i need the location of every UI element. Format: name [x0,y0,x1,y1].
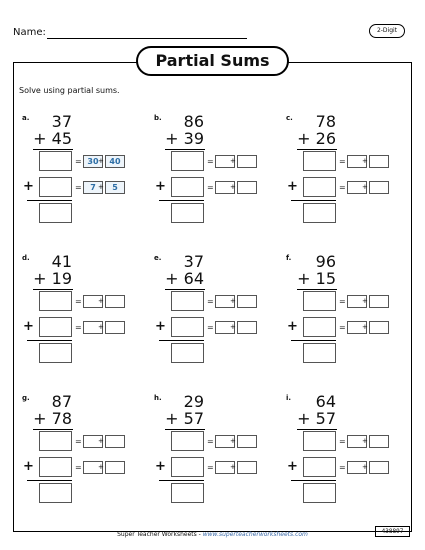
total-box[interactable] [303,483,336,503]
addend-top: 87 [51,392,72,411]
problem-label: i. [286,394,292,402]
instructions: Solve using partial sums. [19,86,120,95]
addend-bottom: + 15 [297,269,336,288]
name-line[interactable] [47,38,247,39]
total-rule [291,200,336,201]
tens-sum-box[interactable] [171,151,204,171]
total-rule [27,340,72,341]
addend-bottom: + 57 [297,409,336,428]
addend-bottom: + 26 [297,129,336,148]
footer-site-name: Super Teacher Worksheets - [117,531,203,538]
problem-label: f. [286,254,292,262]
equals-sign: = [339,323,346,332]
tens-partial-box[interactable]: 30 [83,155,103,168]
ones-sum-box[interactable] [39,177,72,197]
sum-rule [165,429,205,430]
tens-partial-box[interactable] [237,155,257,168]
ones-sum-box[interactable] [303,317,336,337]
addend-bottom: + 57 [165,409,204,428]
sum-rule [33,149,73,150]
equals-sign: = [207,297,214,306]
total-rule [27,480,72,481]
ones-sum-box[interactable] [39,457,72,477]
sum-rule [33,289,73,290]
plus-sign: + [23,319,34,334]
footer [0,531,425,538]
plus-sign: + [287,179,298,194]
problem-8 [154,394,274,514]
problem-label: a. [22,114,30,122]
plus-sign: + [287,459,298,474]
problem-4 [22,254,142,374]
tens-partial-box[interactable] [369,295,389,308]
problem-2 [154,114,274,234]
equals-sign: = [75,463,82,472]
total-box[interactable] [171,343,204,363]
plus-sign: + [155,319,166,334]
footer-url[interactable]: www.superteacherworksheets.com [202,531,308,538]
sum-rule [297,149,337,150]
plus-sign: + [155,459,166,474]
ones-sum-box[interactable] [303,177,336,197]
plus-sign: + [287,319,298,334]
plus-sign: + [98,437,104,445]
plus-sign: + [23,179,34,194]
problem-6 [286,254,406,374]
ones-sum-box[interactable] [171,177,204,197]
plus-sign: + [362,297,368,305]
addend-bottom: + 39 [165,129,204,148]
addend-top: 86 [183,112,204,131]
equals-sign: = [339,183,346,192]
ones-partial-box[interactable]: 7 [83,181,103,194]
addend-top: 96 [315,252,336,271]
problem-9 [286,394,406,514]
plus-sign: + [230,157,236,165]
tens-sum-box[interactable] [303,151,336,171]
equals-sign: = [339,297,346,306]
plus-sign: + [362,323,368,331]
tens-sum-box[interactable] [39,291,72,311]
addend-top: 29 [183,392,204,411]
addend-bottom: + 45 [33,129,72,148]
problem-3 [286,114,406,234]
problem-label: e. [154,254,162,262]
plus-sign: + [362,157,368,165]
equals-sign: = [339,463,346,472]
worksheet-code: 438897 [375,526,410,537]
plus-sign: + [155,179,166,194]
equals-sign: = [339,157,346,166]
ones-partial-box[interactable] [237,321,257,334]
ones-partial-box[interactable] [105,461,125,474]
total-box[interactable] [171,483,204,503]
problem-label: b. [154,114,162,122]
sum-rule [297,429,337,430]
problem-7 [22,394,142,514]
sum-rule [165,149,205,150]
addend-top: 41 [51,252,72,271]
total-box[interactable] [303,343,336,363]
tens-partial-box[interactable] [369,155,389,168]
sum-rule [297,289,337,290]
sum-rule [33,429,73,430]
level-badge: 2-Digit [369,24,405,38]
total-rule [291,480,336,481]
equals-sign: = [207,323,214,332]
ones-partial-box[interactable] [237,181,257,194]
problem-label: d. [22,254,30,262]
ones-sum-box[interactable] [39,317,72,337]
plus-sign: + [98,297,104,305]
addend-bottom: + 78 [33,409,72,428]
worksheet-title: Partial Sums [136,46,289,76]
equals-sign: = [75,437,82,446]
tens-sum-box[interactable] [39,151,72,171]
equals-sign: = [207,437,214,446]
total-rule [159,480,204,481]
equals-sign: = [75,297,82,306]
problem-1 [22,114,142,234]
addend-bottom: + 19 [33,269,72,288]
plus-sign: + [23,459,34,474]
tens-partial-box[interactable] [369,435,389,448]
ones-partial-box[interactable] [369,321,389,334]
plus-sign: + [230,437,236,445]
ones-partial-box[interactable] [369,181,389,194]
ones-partial-box[interactable] [105,321,125,334]
equals-sign: = [207,463,214,472]
tens-sum-box[interactable] [303,291,336,311]
total-rule [27,200,72,201]
plus-sign: + [230,297,236,305]
plus-sign: + [362,437,368,445]
plus-sign: + [98,157,104,165]
tens-partial-box[interactable] [237,295,257,308]
problem-label: g. [22,394,30,402]
total-box[interactable] [303,203,336,223]
total-box[interactable] [39,203,72,223]
plus-sign: + [230,323,236,331]
plus-sign: + [230,183,236,191]
total-rule [159,340,204,341]
addend-top: 78 [315,112,336,131]
problem-5 [154,254,274,374]
plus-sign: + [362,463,368,471]
tens-sum-box[interactable] [171,291,204,311]
tens-partial-box[interactable] [237,435,257,448]
ones-partial-box[interactable] [237,461,257,474]
tens-sum-box[interactable] [39,431,72,451]
addend-top: 37 [51,112,72,131]
ones-partial-box[interactable]: 5 [105,181,125,194]
problem-label: c. [286,114,293,122]
total-rule [159,200,204,201]
problem-label: h. [154,394,162,402]
name-label: Name: [13,27,46,38]
tens-partial-box[interactable]: 40 [105,155,125,168]
sum-rule [165,289,205,290]
tens-sum-box[interactable] [171,431,204,451]
total-box[interactable] [39,343,72,363]
ones-partial-box[interactable] [369,461,389,474]
plus-sign: + [362,183,368,191]
total-box[interactable] [39,483,72,503]
total-rule [291,340,336,341]
equals-sign: = [75,183,82,192]
addend-top: 37 [183,252,204,271]
tens-partial-box[interactable] [105,435,125,448]
total-box[interactable] [171,203,204,223]
ones-sum-box[interactable] [303,457,336,477]
tens-sum-box[interactable] [303,431,336,451]
addend-bottom: + 64 [165,269,204,288]
plus-sign: + [98,323,104,331]
plus-sign: + [98,183,104,191]
ones-sum-box[interactable] [171,317,204,337]
equals-sign: = [339,437,346,446]
addend-top: 64 [315,392,336,411]
ones-sum-box[interactable] [171,457,204,477]
plus-sign: + [230,463,236,471]
tens-partial-box[interactable] [105,295,125,308]
equals-sign: = [75,157,82,166]
plus-sign: + [98,463,104,471]
equals-sign: = [75,323,82,332]
equals-sign: = [207,183,214,192]
equals-sign: = [207,157,214,166]
